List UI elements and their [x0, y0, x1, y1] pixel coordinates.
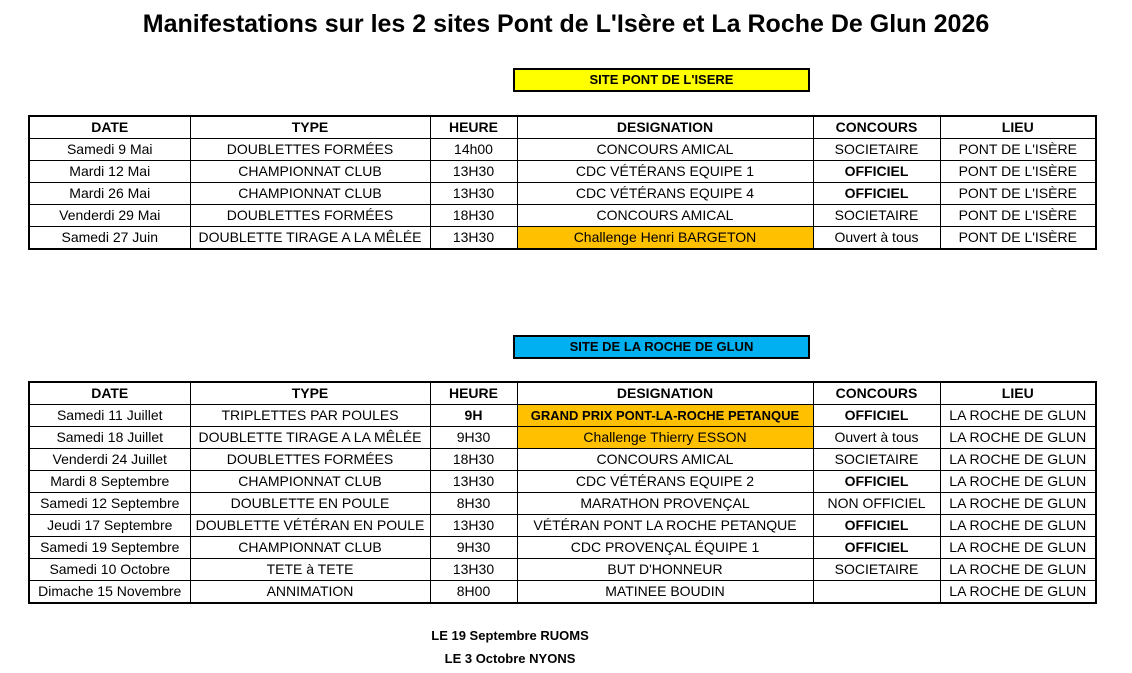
footer-note-ruoms: LE 19 Septembre RUOMS — [431, 628, 589, 643]
table-row — [29, 493, 1096, 515]
cell-date: Samedi 11 Juillet — [29, 405, 190, 427]
cell-concours: OFFICIEL — [813, 515, 940, 537]
cell-concours: Ouvert à tous — [813, 427, 940, 449]
cell-heure: 9H — [430, 405, 517, 427]
cell-designation: CDC VÉTÉRANS EQUIPE 2 — [517, 471, 813, 493]
table-row — [29, 405, 1096, 427]
cell-concours: SOCIETAIRE — [813, 205, 940, 227]
cell-type: DOUBLETTE TIRAGE A LA MÊLÉE — [190, 427, 430, 449]
cell-concours — [813, 581, 940, 604]
table-row — [29, 449, 1096, 471]
column-header-heure: HEURE — [430, 382, 517, 405]
cell-concours: OFFICIEL — [813, 183, 940, 205]
cell-heure: 13H30 — [430, 559, 517, 581]
cell-type: TETE à TETE — [190, 559, 430, 581]
table-row — [29, 471, 1096, 493]
table-header-row — [29, 116, 1096, 139]
cell-lieu: LA ROCHE DE GLUN — [940, 537, 1096, 559]
cell-date: Venderdi 24 Juillet — [29, 449, 190, 471]
column-header-type: TYPE — [190, 382, 430, 405]
cell-date: Mardi 26 Mai — [29, 183, 190, 205]
cell-concours: NON OFFICIEL — [813, 493, 940, 515]
column-header-date: DATE — [29, 382, 190, 405]
cell-lieu: LA ROCHE DE GLUN — [940, 449, 1096, 471]
column-header-designation: DESIGNATION — [517, 382, 813, 405]
cell-type: CHAMPIONNAT CLUB — [190, 183, 430, 205]
cell-concours: OFFICIEL — [813, 537, 940, 559]
cell-heure: 18H30 — [430, 449, 517, 471]
cell-date: Samedi 27 Juin — [29, 227, 190, 250]
cell-designation: CDC VÉTÉRANS EQUIPE 4 — [517, 183, 813, 205]
cell-type: DOUBLETTE TIRAGE A LA MÊLÉE — [190, 227, 430, 250]
cell-date: Jeudi 17 Septembre — [29, 515, 190, 537]
cell-lieu: LA ROCHE DE GLUN — [940, 405, 1096, 427]
cell-lieu: LA ROCHE DE GLUN — [940, 559, 1096, 581]
cell-designation-highlighted: GRAND PRIX PONT-LA-ROCHE PETANQUE — [517, 405, 813, 427]
column-header-type: TYPE — [190, 116, 430, 139]
cell-date: Venderdi 29 Mai — [29, 205, 190, 227]
cell-heure: 8H30 — [430, 493, 517, 515]
cell-type: CHAMPIONNAT CLUB — [190, 537, 430, 559]
cell-lieu: LA ROCHE DE GLUN — [940, 471, 1096, 493]
column-header-lieu: LIEU — [940, 382, 1096, 405]
page-title: Manifestations sur les 2 sites Pont de L'Isère et La Roche De Glun 2026 — [142, 10, 990, 38]
cell-designation: MARATHON PROVENÇAL — [517, 493, 813, 515]
table-row — [29, 581, 1096, 604]
cell-date: Mardi 12 Mai — [29, 161, 190, 183]
table-row — [29, 559, 1096, 581]
cell-date: Samedi 9 Mai — [29, 139, 190, 161]
cell-lieu: PONT DE L'ISÈRE — [940, 205, 1096, 227]
cell-heure: 13H30 — [430, 515, 517, 537]
cell-designation: CONCOURS AMICAL — [517, 139, 813, 161]
cell-designation-highlighted: Challenge Thierry ESSON — [517, 427, 813, 449]
cell-heure: 13H30 — [430, 161, 517, 183]
table-row — [29, 537, 1096, 559]
cell-designation: CDC PROVENÇAL ÉQUIPE 1 — [517, 537, 813, 559]
cell-lieu: PONT DE L'ISÈRE — [940, 161, 1096, 183]
footer-note-nyons: LE 3 Octobre NYONS — [444, 651, 576, 666]
cell-concours: OFFICIEL — [813, 405, 940, 427]
cell-designation: BUT D'HONNEUR — [517, 559, 813, 581]
column-header-concours: CONCOURS — [813, 382, 940, 405]
cell-concours: SOCIETAIRE — [813, 559, 940, 581]
cell-type: CHAMPIONNAT CLUB — [190, 471, 430, 493]
cell-concours: SOCIETAIRE — [813, 139, 940, 161]
site-pont-de-lisere-label: SITE PONT DE L'ISERE — [513, 68, 810, 92]
cell-heure: 9H30 — [430, 427, 517, 449]
cell-designation: CDC VÉTÉRANS EQUIPE 1 — [517, 161, 813, 183]
table-row — [29, 515, 1096, 537]
table-row — [29, 427, 1096, 449]
cell-heure: 14h00 — [430, 139, 517, 161]
cell-heure: 13H30 — [430, 227, 517, 250]
cell-date: Samedi 19 Septembre — [29, 537, 190, 559]
table-row — [29, 227, 1096, 250]
cell-designation: VÉTÉRAN PONT LA ROCHE PETANQUE — [517, 515, 813, 537]
cell-designation: CONCOURS AMICAL — [517, 205, 813, 227]
cell-concours: SOCIETAIRE — [813, 449, 940, 471]
cell-heure: 18H30 — [430, 205, 517, 227]
table-row — [29, 205, 1096, 227]
cell-lieu: PONT DE L'ISÈRE — [940, 139, 1096, 161]
cell-designation: CONCOURS AMICAL — [517, 449, 813, 471]
column-header-lieu: LIEU — [940, 116, 1096, 139]
cell-type: DOUBLETTES FORMÉES — [190, 205, 430, 227]
cell-designation-highlighted: Challenge Henri BARGETON — [517, 227, 813, 250]
cell-lieu: LA ROCHE DE GLUN — [940, 427, 1096, 449]
table-row — [29, 183, 1096, 205]
cell-lieu: LA ROCHE DE GLUN — [940, 581, 1096, 604]
schedule-table-pont-de-lisere — [28, 115, 1097, 250]
cell-type: DOUBLETTE VÉTÉRAN EN POULE — [190, 515, 430, 537]
cell-heure: 13H30 — [430, 183, 517, 205]
cell-date: Mardi 8 Septembre — [29, 471, 190, 493]
column-header-date: DATE — [29, 116, 190, 139]
cell-type: DOUBLETTES FORMÉES — [190, 449, 430, 471]
cell-type: DOUBLETTE EN POULE — [190, 493, 430, 515]
cell-heure: 13H30 — [430, 471, 517, 493]
cell-type: DOUBLETTES FORMÉES — [190, 139, 430, 161]
table-row — [29, 161, 1096, 183]
column-header-heure: HEURE — [430, 116, 517, 139]
cell-date: Samedi 10 Octobre — [29, 559, 190, 581]
cell-designation: MATINEE BOUDIN — [517, 581, 813, 604]
site-la-roche-de-glun-label: SITE DE LA ROCHE DE GLUN — [513, 335, 810, 359]
cell-type: TRIPLETTES PAR POULES — [190, 405, 430, 427]
cell-heure: 8H00 — [430, 581, 517, 604]
cell-date: Samedi 12 Septembre — [29, 493, 190, 515]
cell-concours: OFFICIEL — [813, 471, 940, 493]
cell-lieu: PONT DE L'ISÈRE — [940, 227, 1096, 250]
cell-type: ANNIMATION — [190, 581, 430, 604]
cell-lieu: LA ROCHE DE GLUN — [940, 515, 1096, 537]
cell-heure: 9H30 — [430, 537, 517, 559]
cell-lieu: LA ROCHE DE GLUN — [940, 493, 1096, 515]
cell-lieu: PONT DE L'ISÈRE — [940, 183, 1096, 205]
schedule-table-la-roche-de-glun — [28, 381, 1097, 604]
cell-date: Samedi 18 Juillet — [29, 427, 190, 449]
cell-concours: Ouvert à tous — [813, 227, 940, 250]
column-header-concours: CONCOURS — [813, 116, 940, 139]
table-row — [29, 139, 1096, 161]
cell-date: Dimache 15 Novembre — [29, 581, 190, 604]
cell-concours: OFFICIEL — [813, 161, 940, 183]
cell-type: CHAMPIONNAT CLUB — [190, 161, 430, 183]
column-header-designation: DESIGNATION — [517, 116, 813, 139]
table-header-row — [29, 382, 1096, 405]
